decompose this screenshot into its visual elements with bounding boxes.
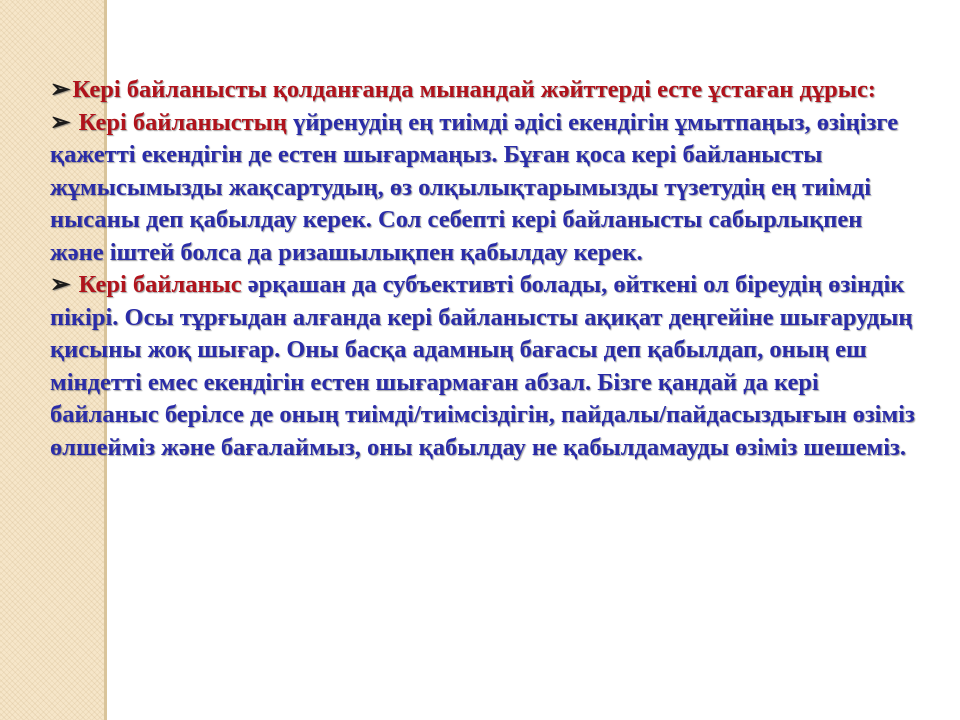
paragraph-feedback-learning	[50, 107, 920, 270]
paragraph-feedback-subjective	[50, 269, 920, 464]
arrowhead-bullet-icon: ➢	[50, 76, 71, 103]
paragraph-highlight: Кері байланыс	[78, 271, 242, 298]
paragraph-heading: Кері байланысты қолданғанда мынандай жәйттерді есте ұстаған дұрыс:	[72, 76, 876, 103]
arrowhead-bullet-icon: ➢	[50, 108, 71, 136]
paragraph-intro	[50, 74, 920, 107]
paragraph-highlight: Кері байланыстың	[78, 108, 287, 136]
paragraph-text: әрқашан да субъективті болады, өйткені ол біреудің өзіндік пікірі. Осы тұрғыдан алғанда кері байланысты ақиқат деңгейіне шығарудың қисыны жоқ шығар. Оны басқа адамның бағасы деп қабылдап, оның еш міндетті емес екендігін естен шығармаған абзал. Бізге қандай да кері байланыс берілсе де оның тиімді/тиімсіздігін, пайдалы/пайдасыздығын өзіміз өлшейміз және бағалаймыз, оны қабылдау не қабылдамауды өзіміз шешеміз.	[50, 271, 915, 461]
arrowhead-bullet-icon: ➢	[50, 271, 71, 298]
slide-text-body	[50, 74, 920, 464]
paragraph-text: үйренудің ең тиімді әдісі екендігін ұмытпаңыз, өзіңізге қажетті екендігін де естен шығармаңыз. Бұған қоса кері байланысты жұмысымызды жақсартудың, өз олқылықтарымызды түзетудің ең тиімді нысаны деп қабылдау керек. Сол себепті кері байланысты сабырлықпен және іштей болса да ризашылықпен қабылдау керек.	[50, 108, 899, 266]
